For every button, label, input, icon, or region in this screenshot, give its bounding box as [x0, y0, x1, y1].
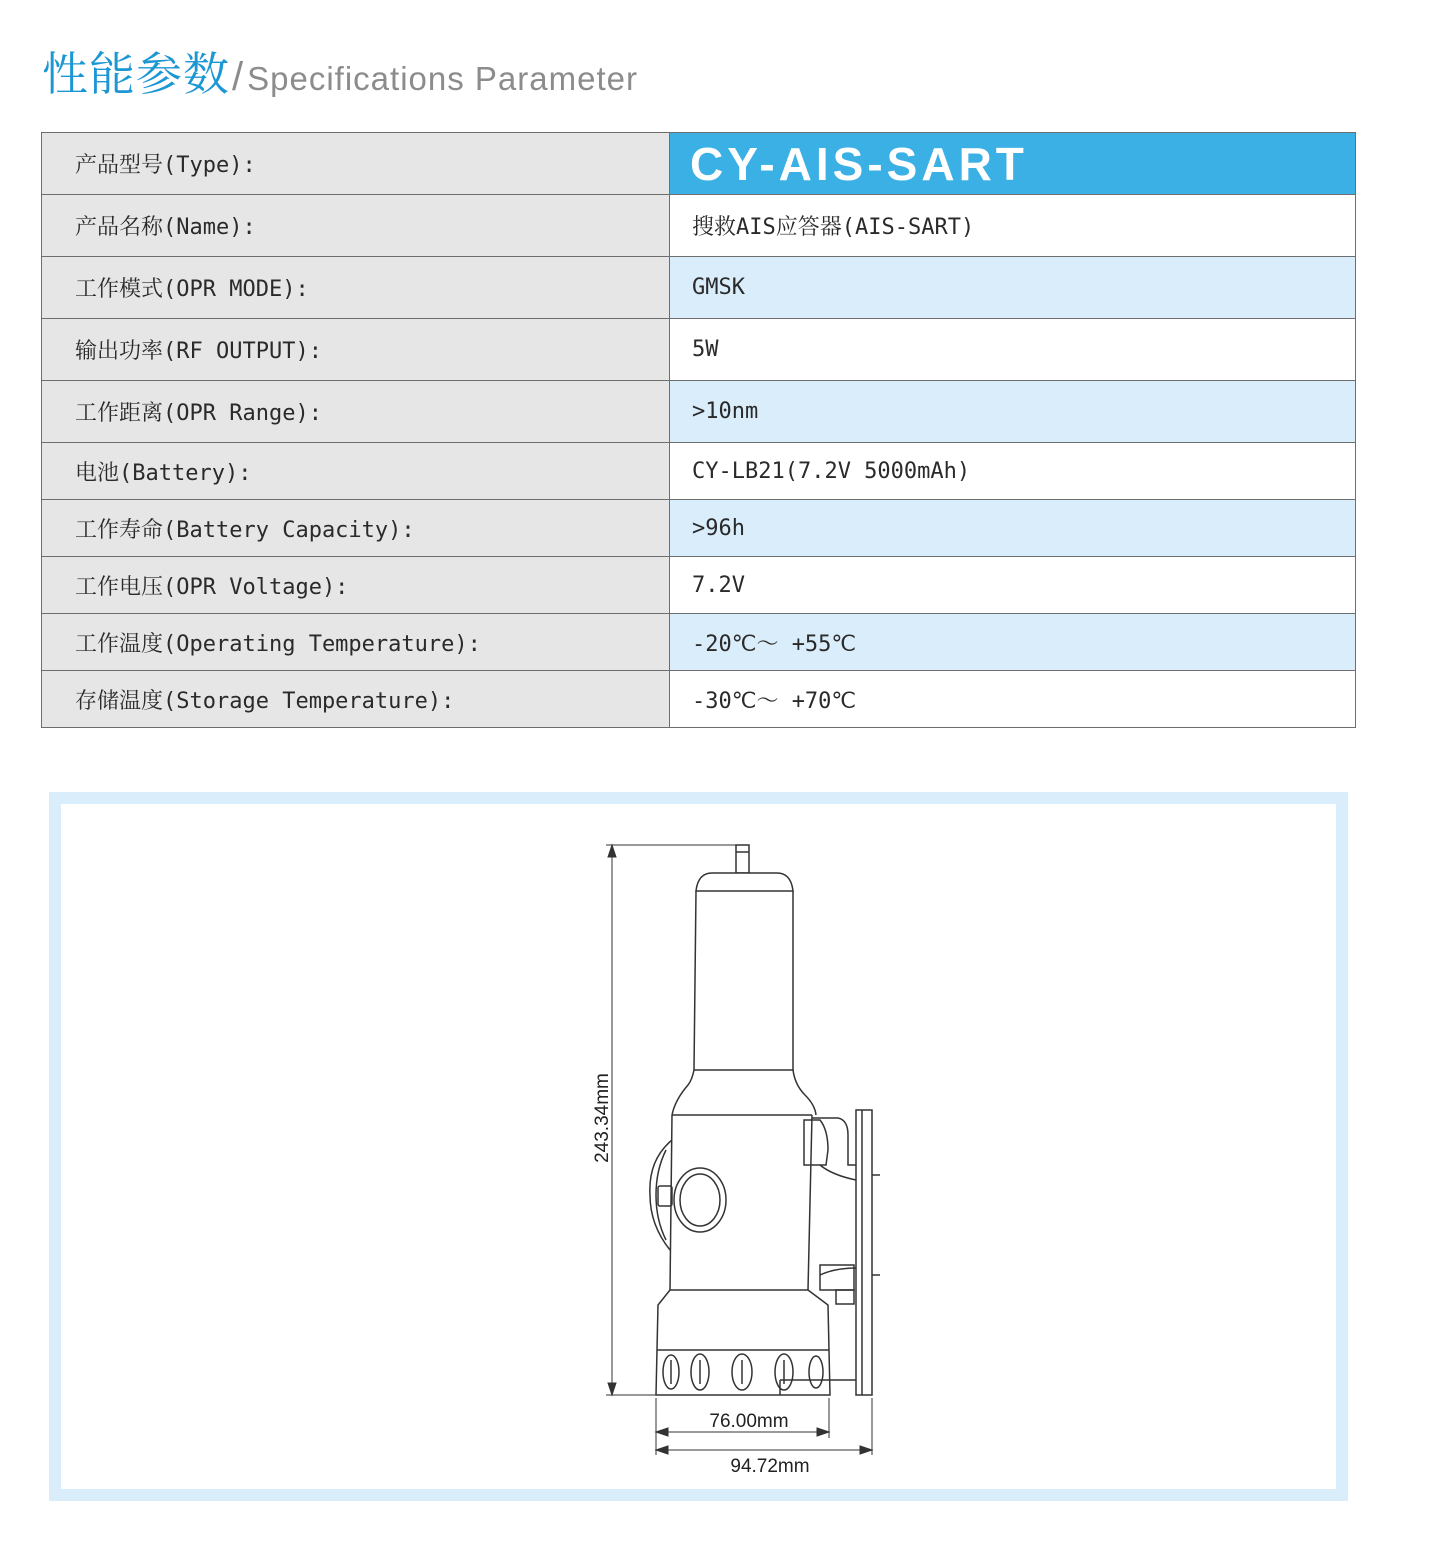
spec-row — [42, 671, 1356, 728]
spec-label: 工作模式(OPR MODE): — [42, 257, 670, 319]
product-drawing-frame — [49, 792, 1348, 1501]
section-heading — [42, 38, 638, 108]
spec-table — [41, 132, 1356, 728]
device-outline — [650, 845, 880, 1395]
spec-row — [42, 195, 1356, 257]
spec-label: 存储温度(Storage Temperature): — [42, 671, 670, 728]
spec-label: 工作距离(OPR Range): — [42, 381, 670, 443]
spec-row — [42, 257, 1356, 319]
spec-value: >96h — [670, 500, 1356, 557]
spec-row — [42, 500, 1356, 557]
heading-slash: / — [232, 55, 244, 99]
spec-value: CY-LB21(7.2V 5000mAh) — [670, 443, 1356, 500]
outer-width-dimension-label: 94.72mm — [730, 1456, 810, 1477]
spec-value-type: CY-AIS-SART — [670, 133, 1356, 195]
spec-row — [42, 557, 1356, 614]
spec-label: 工作电压(OPR Voltage): — [42, 557, 670, 614]
spec-label: 产品型号(Type): — [42, 133, 670, 195]
spec-label: 电池(Battery): — [42, 443, 670, 500]
spec-row — [42, 614, 1356, 671]
heading-chinese: 性能参数 — [42, 47, 230, 101]
spec-value: 搜救AIS应答器(AIS-SART) — [670, 195, 1356, 257]
spec-label: 工作寿命(Battery Capacity): — [42, 500, 670, 557]
spec-row — [42, 443, 1356, 500]
spec-value: -20℃～ +55℃ — [670, 614, 1356, 671]
dimension-lines — [606, 845, 872, 1455]
spec-label: 输出功率(RF OUTPUT): — [42, 319, 670, 381]
spec-row-type — [42, 133, 1356, 195]
heading-english: Specifications Parameter — [247, 60, 638, 97]
spec-row — [42, 381, 1356, 443]
spec-value: >10nm — [670, 381, 1356, 443]
product-drawing — [61, 804, 1336, 1489]
inner-width-dimension-label: 76.00mm — [709, 1411, 789, 1432]
spec-label: 工作温度(Operating Temperature): — [42, 614, 670, 671]
height-dimension-label: 243.34mm — [592, 1073, 613, 1163]
spec-value: GMSK — [670, 257, 1356, 319]
spec-label: 产品名称(Name): — [42, 195, 670, 257]
spec-value: -30℃～ +70℃ — [670, 671, 1356, 728]
spec-row — [42, 319, 1356, 381]
spec-value: 5W — [670, 319, 1356, 381]
spec-value: 7.2V — [670, 557, 1356, 614]
